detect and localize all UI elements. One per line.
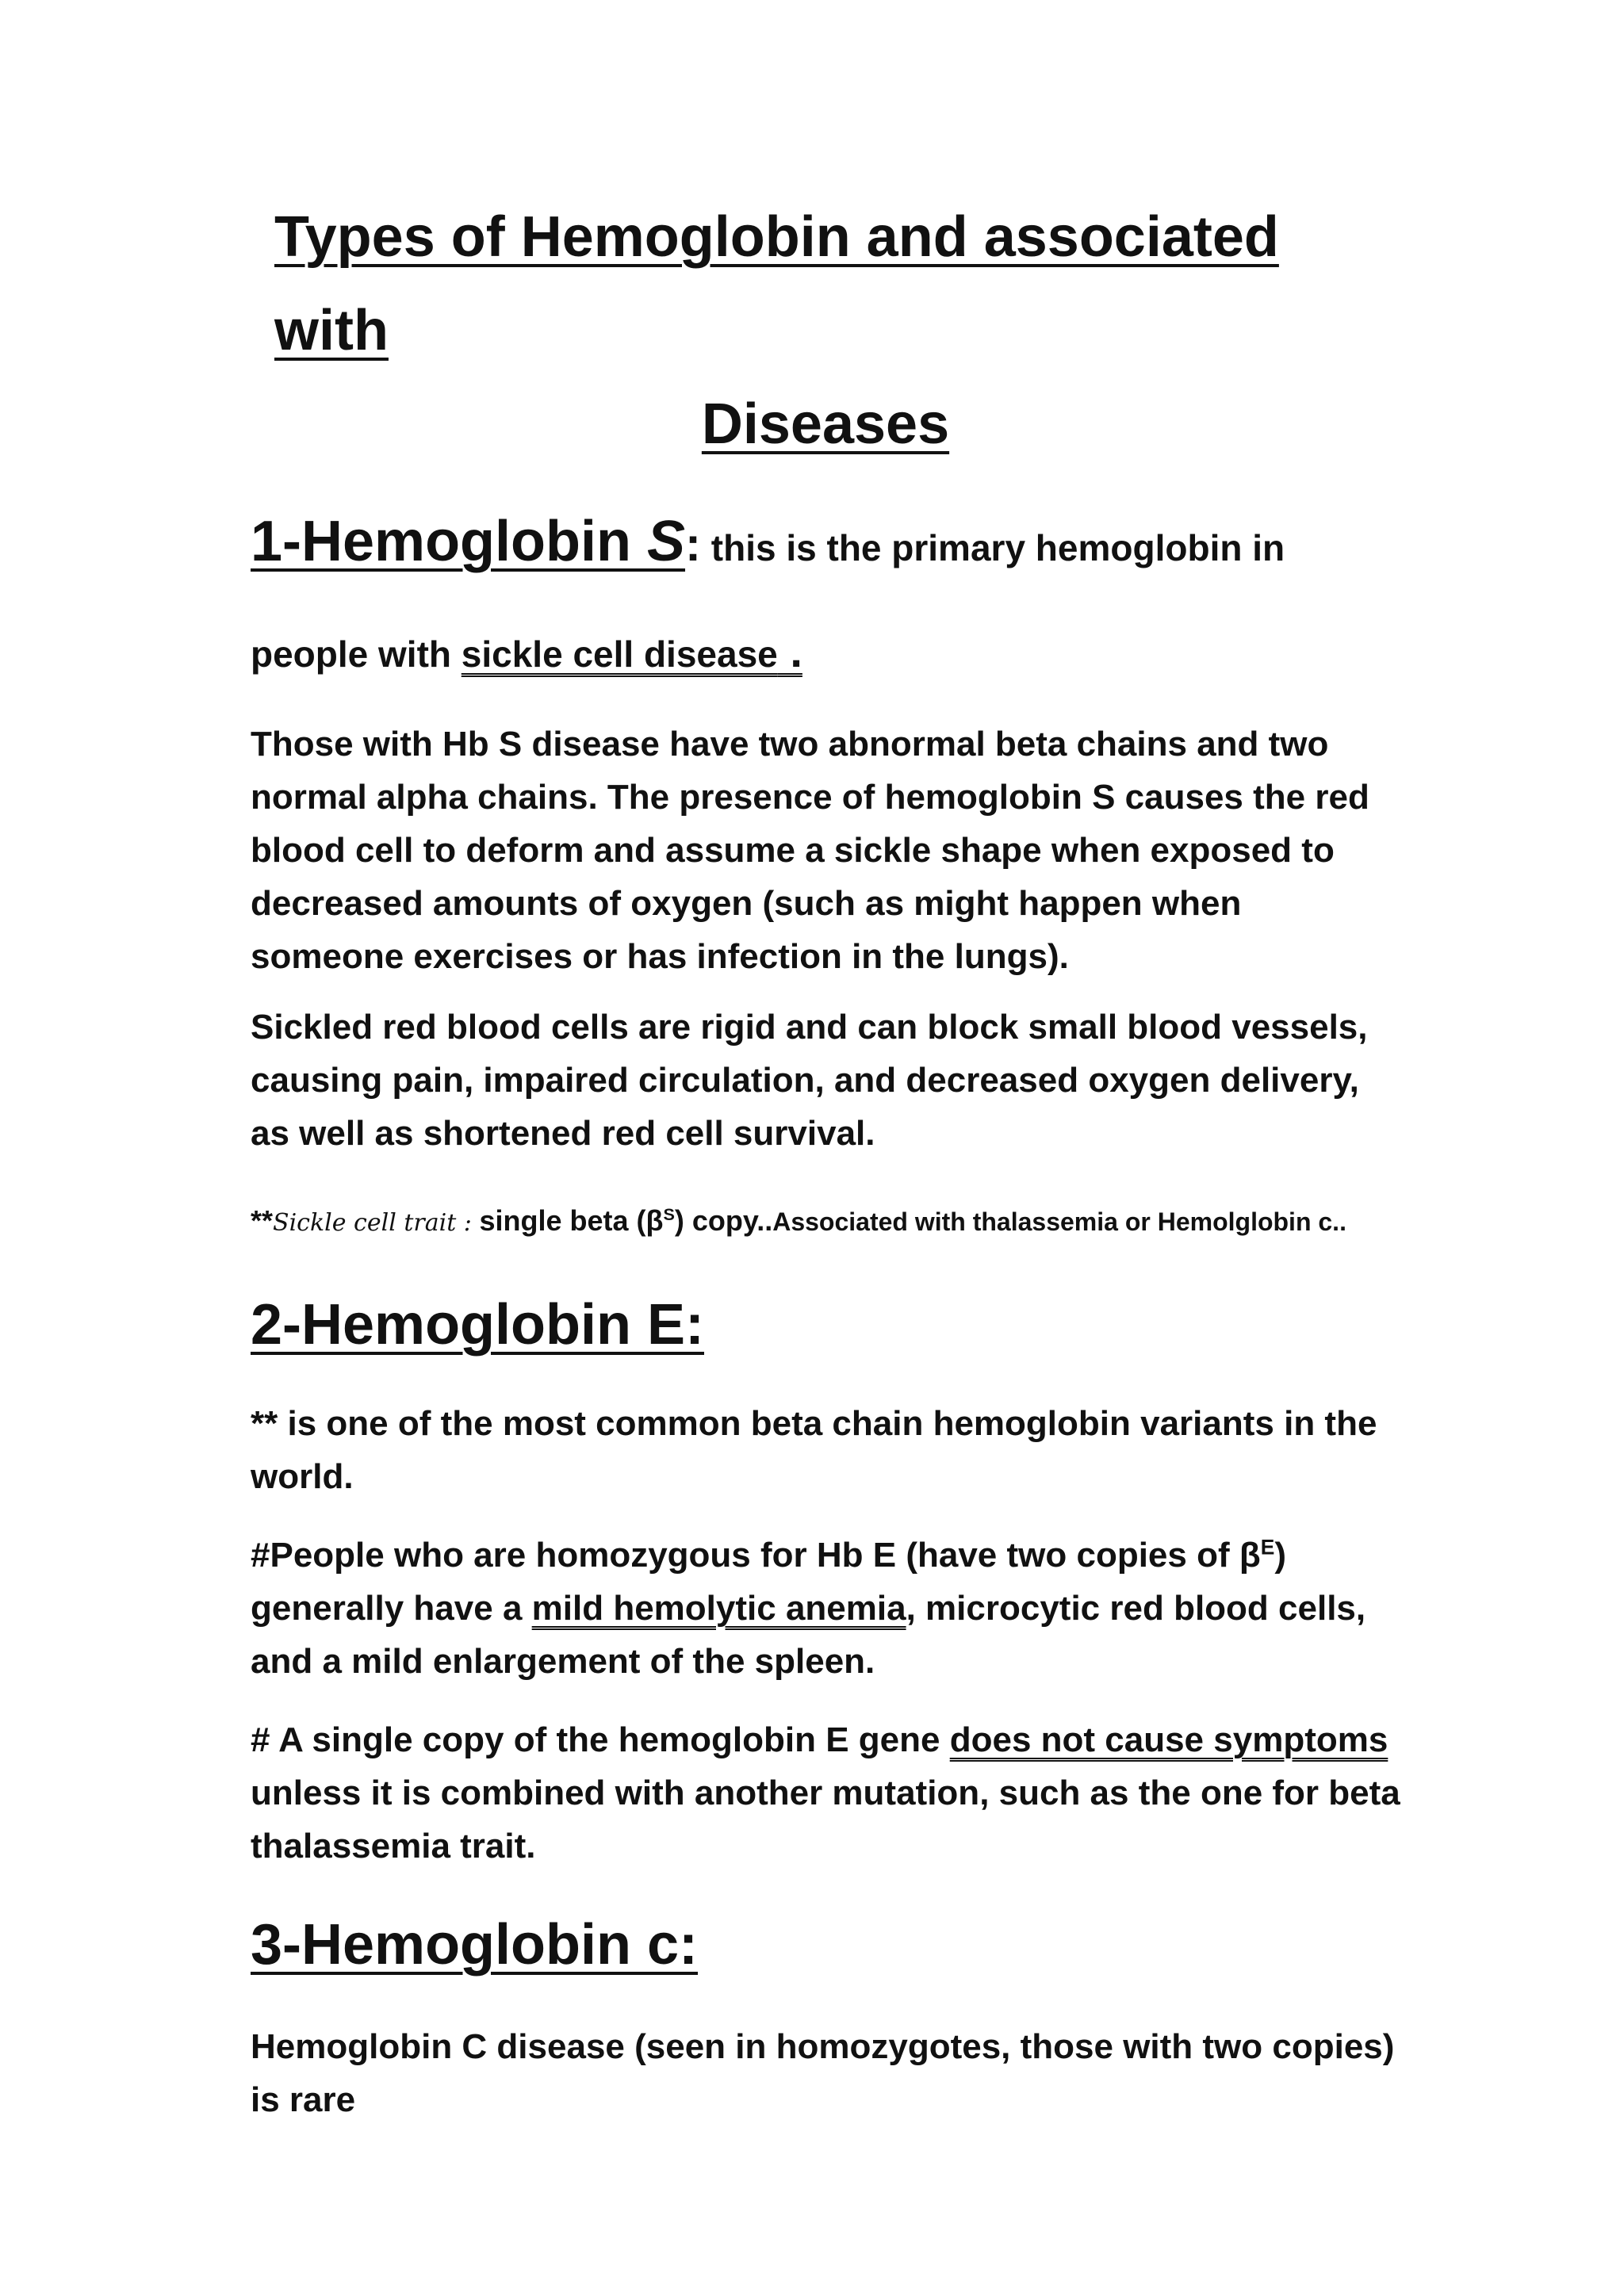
note-stars: ** <box>251 1204 274 1237</box>
section2-para3-pre: # A single copy of the hemoglobin E gene <box>251 1720 950 1759</box>
section1-intro: this is the primary hemoglobin in <box>701 527 1285 568</box>
note-label: Sickle cell trait : <box>273 1209 480 1237</box>
mild-hemolytic-anemia-text: mild hemolytic anemia <box>531 1589 906 1628</box>
note-small-text: Associated with thalassemia or Hemolglobin c.. <box>772 1207 1346 1236</box>
section3-heading-text: 3-Hemoglobin c: <box>251 1913 699 1976</box>
section3-paragraph-1: Hemoglobin C disease (seen in homozygotes, those with two copies) is rare <box>251 2027 1395 2119</box>
sickle-cell-disease-text: sickle cell disease <box>461 633 778 675</box>
section1-intro-pre: people with <box>251 633 462 675</box>
note-superscript: S <box>663 1204 675 1224</box>
note-main: single beta (β <box>479 1204 664 1237</box>
section1-paragraph-1: Those with Hb S disease have two abnormal beta chains and two normal alpha chains. The presence of hemoglobin S causes the red blood cell to deform and assume a sickle shape when exposed to decreased amounts of oxygen (such as might happen when someone exercises or has infection in the lungs). <box>251 725 1369 976</box>
section1-intro-dot: . <box>777 626 802 676</box>
note-after: ) copy.. <box>674 1204 773 1237</box>
section2-superscript: E <box>1260 1535 1275 1559</box>
section1-number: 1-Hemoglobin <box>251 510 647 573</box>
does-not-cause-symptoms-text: does not cause symptoms <box>949 1720 1388 1759</box>
section2-paragraph-2 <box>251 1529 1400 1688</box>
document-title <box>251 190 1400 471</box>
section2-para2-post: , microcytic red blood cells, and a mild enlargement of the spleen. <box>251 1589 1366 1681</box>
section1-intro-line2 <box>251 628 1400 678</box>
title-line-1: Types of Hemoglobin and associated with <box>274 205 1279 362</box>
section2-paragraph-3 <box>251 1713 1400 1873</box>
section3-heading <box>251 1909 1400 1980</box>
section2-paragraph-1: ** is one of the most common beta chain hemoglobin variants in the world. <box>251 1404 1377 1496</box>
section2-para2-pre: #People who are homozygous for Hb E (have two copies of β <box>251 1536 1261 1575</box>
section2-para2-mid: ) generally have a <box>251 1536 1286 1628</box>
section2-heading-text: 2-Hemoglobin E: <box>251 1293 704 1357</box>
section2-para3-post: unless it is combined with another mutation, such as the one for beta thalassemia trait. <box>251 1774 1400 1866</box>
title-line-2: Diseases <box>701 392 950 456</box>
section2-heading <box>251 1289 1400 1360</box>
section1-letter: S <box>647 510 686 573</box>
section1-colon: : <box>685 518 702 571</box>
section1-heading <box>251 506 1400 584</box>
sickle-trait-note <box>251 1201 1400 1243</box>
document-content <box>251 190 1400 2126</box>
section1-paragraph-2: Sickled red blood cells are rigid and can block small blood vessels, causing pain, impaired circulation, and decreased oxygen delivery, as well as shortened red cell survival. <box>251 1008 1368 1153</box>
